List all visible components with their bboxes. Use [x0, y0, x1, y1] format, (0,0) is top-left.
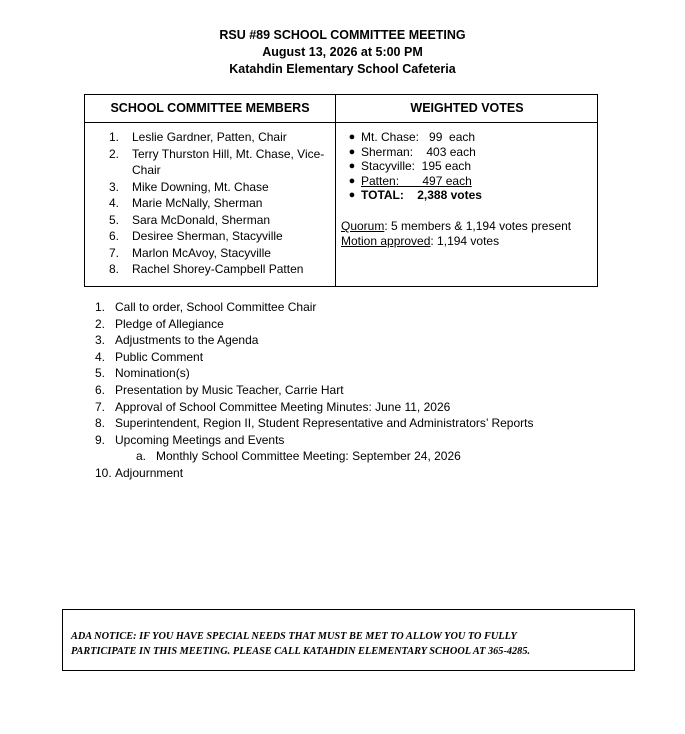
member-item — [109, 228, 333, 245]
agenda-text: Superintendent, Region II, Student Representative and Administrators’ Reports — [115, 416, 534, 431]
member-item — [109, 179, 333, 196]
agenda-number: 2. — [95, 316, 106, 331]
meeting-location: Katahdin Elementary School Cafeteria — [229, 62, 456, 76]
member-name: Marie McNally, Sherman — [132, 196, 263, 210]
member-number: 2. — [109, 146, 120, 161]
member-name: Rachel Shorey-Campbell Patten — [132, 262, 304, 276]
member-name: Sara McDonald, Sherman — [132, 212, 271, 227]
member-item — [109, 129, 333, 146]
vote-total — [343, 188, 595, 203]
bullet-icon: ● — [348, 145, 356, 158]
agenda-subitem-text: Monthly School Committee Meeting: September 24, 2026 — [156, 449, 461, 464]
vote-text: Stacyville: 195 each — [361, 159, 472, 173]
member-number: 1. — [109, 130, 120, 144]
agenda-number: 6. — [95, 382, 106, 397]
agenda-number: 8. — [95, 416, 106, 431]
member-item — [109, 261, 333, 278]
agenda-number: 9. — [95, 432, 106, 447]
agenda-item — [95, 432, 655, 449]
agenda-text: Adjournment — [115, 465, 184, 480]
agenda-subitem-letter: a. — [136, 449, 147, 464]
committee-table — [84, 94, 598, 287]
agenda-item — [95, 365, 655, 382]
member-item — [109, 195, 333, 212]
agenda-text: Pledge of Allegiance — [115, 316, 224, 331]
motion-text: : 1,194 votes — [430, 234, 500, 248]
ada-notice-line2: PARTICIPATE IN THIS MEETING. PLEASE CALL KATAHDIN ELEMENTARY SCHOOL AT 365-4285. — [71, 646, 531, 657]
agenda-number: 10. — [95, 465, 112, 480]
quorum-line — [341, 219, 595, 234]
agenda-text: Nomination(s) — [115, 366, 190, 381]
vote-text: Patten: 497 each — [361, 173, 472, 188]
motion-label: Motion approved — [341, 234, 431, 248]
agenda-text: Upcoming Meetings and Events — [115, 432, 285, 447]
votes-column-header: WEIGHTED VOTES — [410, 101, 524, 115]
member-name: Desiree Sherman, Stacyville — [132, 229, 283, 243]
member-name: Terry Thurston Hill, Mt. Chase, Vice-Chair — [132, 146, 325, 177]
vote-item — [343, 145, 595, 160]
agenda-number: 7. — [95, 399, 106, 414]
table-divider — [335, 95, 336, 286]
agenda-item — [95, 382, 655, 399]
ada-notice-box — [62, 609, 635, 671]
agenda-item — [95, 465, 655, 482]
quorum-label: Quorum — [341, 219, 385, 233]
member-name: Mike Downing, Mt. Chase — [132, 179, 269, 194]
vote-text: Mt. Chase: 99 each — [361, 130, 476, 144]
weighted-votes-list — [343, 130, 595, 203]
bullet-icon: ● — [348, 131, 356, 143]
agenda-text: Call to order, School Committee Chair — [115, 300, 317, 314]
agenda-item — [95, 316, 655, 333]
meeting-title: RSU #89 SCHOOL COMMITTEE MEETING — [219, 28, 466, 42]
member-number: 4. — [109, 196, 120, 210]
member-name: Leslie Gardner, Patten, Chair — [132, 130, 287, 144]
agenda-number: 1. — [95, 300, 106, 314]
member-item — [109, 212, 333, 229]
agenda-item — [95, 332, 655, 349]
agenda-text: Approval of School Committee Meeting Minutes: June 11, 2026 — [115, 399, 451, 414]
quorum-block — [341, 219, 595, 249]
bullet-icon: ● — [348, 160, 356, 172]
member-item — [109, 245, 333, 262]
member-number: 8. — [109, 262, 120, 276]
member-number: 7. — [109, 245, 120, 260]
meeting-date: August 13, 2026 at 5:00 PM — [262, 45, 423, 59]
vote-item — [343, 130, 595, 145]
agenda-number: 4. — [95, 349, 106, 364]
member-number: 6. — [109, 229, 120, 243]
agenda-text: Public Comment — [115, 349, 204, 364]
vote-item — [343, 174, 595, 189]
meeting-header — [0, 27, 685, 78]
agenda-text: Presentation by Music Teacher, Carrie Hart — [115, 382, 344, 397]
agenda-subitem — [136, 448, 685, 465]
vote-item — [343, 159, 595, 174]
agenda-list — [95, 299, 655, 482]
table-header-rule — [85, 122, 597, 123]
members-column-header: SCHOOL COMMITTEE MEMBERS — [110, 101, 310, 115]
bullet-icon: ● — [348, 174, 356, 187]
vote-total-text: TOTAL: 2,388 votes — [361, 188, 482, 202]
ada-notice-line1: ADA NOTICE: IF YOU HAVE SPECIAL NEEDS THAT MUST BE MET TO ALLOW YOU TO FULLY — [71, 631, 517, 642]
member-number: 5. — [109, 212, 120, 227]
member-number: 3. — [109, 179, 120, 194]
agenda-number: 5. — [95, 366, 106, 381]
member-name: Marlon McAvoy, Stacyville — [132, 245, 271, 260]
bullet-icon: ● — [348, 189, 356, 201]
agenda-item — [95, 399, 655, 416]
agenda-item — [95, 415, 655, 432]
members-list — [109, 129, 333, 278]
agenda-number: 3. — [95, 333, 106, 348]
agenda-text: Adjustments to the Agenda — [115, 333, 259, 348]
member-item — [109, 146, 333, 179]
vote-text: Sherman: 403 each — [361, 144, 476, 159]
agenda-item — [95, 349, 655, 366]
motion-line — [341, 234, 595, 249]
quorum-text: : 5 members & 1,194 votes present — [384, 219, 572, 233]
agenda-item — [95, 299, 655, 316]
